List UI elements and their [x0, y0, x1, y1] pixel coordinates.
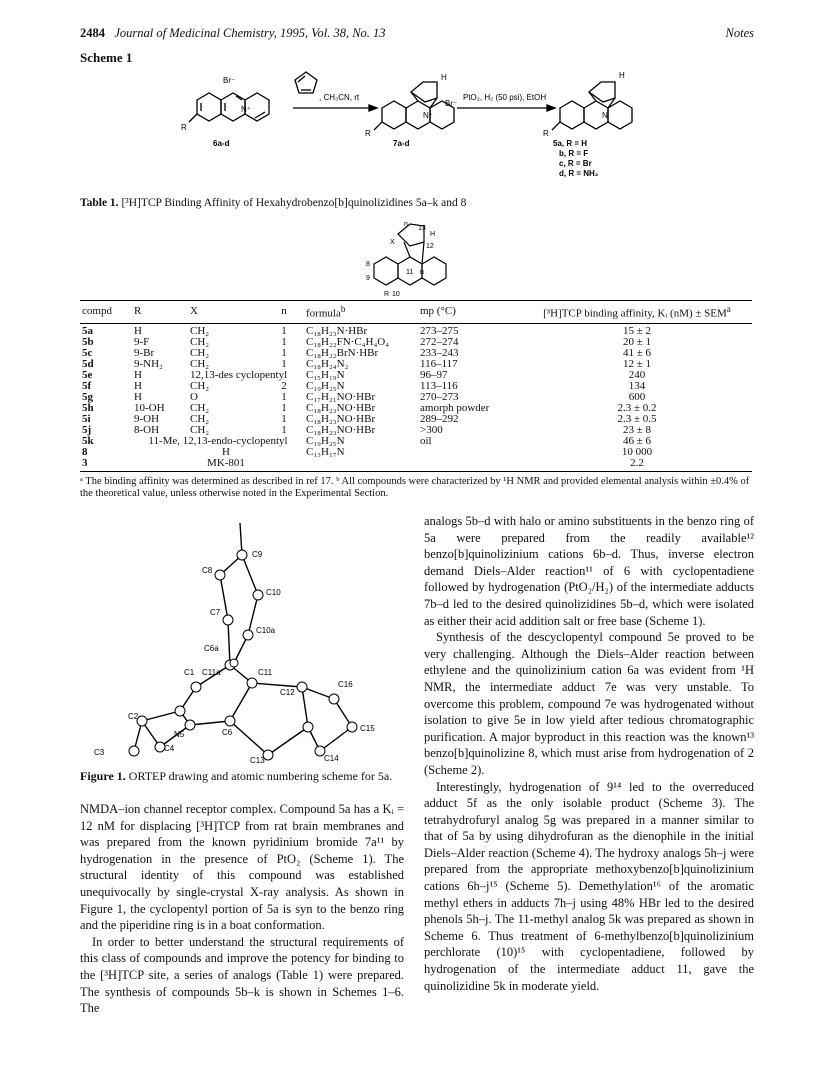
- cell-r: H: [134, 324, 142, 337]
- table-row: [80, 458, 752, 472]
- running-header: [80, 26, 386, 41]
- cell-r-pad: [132, 458, 188, 472]
- cell-compd: 5k: [82, 434, 94, 447]
- cell-affinity: 46 ± 6: [622, 434, 652, 447]
- table-row: [80, 359, 752, 370]
- svg-text:C10: C10: [266, 588, 281, 597]
- cell-r: H: [222, 445, 230, 458]
- table-row: [80, 414, 752, 425]
- svg-text:C6a: C6a: [204, 644, 219, 653]
- binding-affinity-table: [80, 300, 752, 472]
- reagent-1: , CH₃CN, rt: [319, 93, 360, 102]
- cell-mp: oil: [420, 434, 432, 447]
- reagent-2: PtO₂, H₂ (50 psi), EtOH: [463, 93, 547, 102]
- cell-x: CH₂: [190, 412, 210, 425]
- cell-mp: >300: [420, 423, 443, 436]
- col-compd: compd: [80, 301, 132, 324]
- svg-text:C13: C13: [250, 756, 265, 765]
- table-row: [80, 348, 752, 359]
- label-7a-d: 7a-d: [393, 139, 410, 148]
- product-5a: 5a, R = H: [553, 139, 588, 148]
- svg-text:13: 13: [418, 225, 426, 232]
- cell-formula: C₁₉H₂₅N: [306, 379, 345, 392]
- cell-mp: [418, 458, 522, 472]
- section-label: Notes: [725, 26, 754, 40]
- left-paragraph-2: In order to better understand the structural requirements of this class of compounds and improve the potency for binding to the [³H]TCP site, a series of analogs (Table 1) were prepared. The synthesis of compounds 5b–k is shown in Schemes 1–6. The: [80, 934, 404, 1016]
- cell-n: 1: [281, 346, 287, 359]
- cell-mp: 273–275: [420, 324, 459, 337]
- cell-affinity: 20 ± 1: [622, 335, 652, 348]
- cell-formula: C₁₈H₂₃NO·HBr: [306, 423, 376, 436]
- journal-citation: Journal of Medicinal Chemistry, 1995, Vol. 38, No. 13: [114, 26, 386, 40]
- cell-x: CH₂: [190, 379, 210, 392]
- svg-text:C12: C12: [280, 688, 295, 697]
- cell-n: 1: [281, 357, 287, 370]
- cell-compd: 8: [82, 445, 88, 458]
- cell-affinity: 12 ± 1: [622, 357, 652, 370]
- right-paragraph-1: analogs 5b–d with halo or amino substituents in the benzo ring of 5a were prepared from the readily available¹² benzo[b]quinolizinium cations 6b–d. Thus, inverse electron demand Diels–Alder reaction¹¹ of 6 with cyclopentadiene followed by hydrogenation (PtO₂/H₂) of the intermediate adducts 7b–d led to the desired quinolizidines 5b–d, which were isolated as either their acid addition salt or free base (Scheme 1).: [424, 514, 754, 628]
- cell-r: 9-F: [134, 335, 150, 348]
- left-column-text: [80, 801, 404, 1017]
- svg-text:C6: C6: [222, 728, 233, 737]
- svg-text:N⁺: N⁺: [241, 105, 251, 114]
- svg-text:C4: C4: [164, 744, 175, 753]
- cell-affinity: 15 ± 2: [622, 324, 652, 337]
- cell-formula: C₁₈H₂₃NO·HBr: [306, 401, 376, 414]
- col-r: R: [132, 301, 188, 324]
- svg-text:R: R: [181, 123, 187, 132]
- cell-mp: 289–292: [420, 412, 459, 425]
- cell-r: 10-OH: [134, 401, 165, 414]
- cell-compd: 5c: [82, 346, 93, 359]
- cell-compd: 5e: [82, 368, 93, 381]
- svg-text:R: R: [543, 129, 549, 138]
- cell-compd: 5b: [82, 335, 94, 348]
- cell-affinity: 134: [628, 379, 646, 392]
- svg-text:C1: C1: [184, 668, 195, 677]
- cell-mp: amorph powder: [420, 401, 490, 414]
- cell-n: 1: [281, 324, 287, 337]
- col-n: n: [264, 301, 304, 324]
- ortep-figure: [80, 515, 404, 765]
- svg-text:C9: C9: [252, 550, 263, 559]
- cell-mp: [418, 447, 522, 458]
- cell-compd: 5h: [82, 401, 94, 414]
- cell-x: CH₂: [190, 423, 210, 436]
- svg-text:C14: C14: [324, 754, 339, 763]
- svg-text:R: R: [384, 291, 390, 298]
- svg-text:R: R: [365, 129, 371, 138]
- svg-text:C3: C3: [94, 748, 105, 757]
- table-row: [80, 337, 752, 348]
- svg-text:C2: C2: [128, 712, 139, 721]
- svg-text:N5: N5: [174, 730, 185, 739]
- svg-text:N⁺: N⁺: [423, 111, 433, 120]
- table-row: [80, 436, 752, 447]
- cell-x: CH₂: [190, 357, 210, 370]
- cell-x: 12,13-des cyclopentyl: [190, 368, 288, 381]
- table-row: [80, 392, 752, 403]
- cell-compd: 5i: [82, 412, 91, 425]
- cell-affinity: 10 000: [621, 445, 653, 458]
- svg-text:H: H: [430, 231, 436, 238]
- cell-compd: 5j: [82, 423, 92, 436]
- product-5d: d, R = NH₂: [559, 169, 599, 178]
- right-paragraph-2: Synthesis of the descyclopentyl compound 5e proved to be very challenging. Although the Diels–Alder reaction between ethylene and the quinolizinium cation 6a was evident from ¹H NMR, the intermediate adduct 7e was very unstable. To overcome this problem, compound 7e was hydrogenated without isolation to give 5e in low yield after tedious chromatographic purification. A major byproduct in this reaction was the known¹³ benzo[b]quinolizine 8, which must arise from hydrogenation of 2 (Scheme 2).: [424, 630, 754, 777]
- svg-text:C11a: C11a: [202, 668, 221, 677]
- cell-n: 1: [281, 423, 287, 436]
- svg-text:C7: C7: [210, 608, 221, 617]
- svg-text:Br⁻: Br⁻: [223, 76, 236, 85]
- cell-n: 1: [281, 412, 287, 425]
- cell-formula: C₁₈H₂₄N₂: [306, 357, 349, 370]
- cell-n: [264, 447, 304, 458]
- cell-mp: 233–243: [420, 346, 459, 359]
- cell-formula: C₁₈H₂₃NO·HBr: [306, 412, 376, 425]
- cell-formula: C₁₈H₂₃N·HBr: [306, 324, 368, 337]
- table-structure-diagram: [360, 212, 480, 298]
- cell-r: MK-801: [188, 458, 264, 472]
- cell-compd: 3: [80, 458, 132, 472]
- svg-text:9: 9: [366, 275, 370, 282]
- cell-n: 1: [281, 335, 287, 348]
- cell-affinity: 2.3 ± 0.5: [617, 412, 657, 425]
- cell-formula: C₁₃H₁₇N: [306, 445, 345, 458]
- svg-text:X: X: [390, 239, 395, 246]
- svg-text:C15: C15: [360, 724, 375, 733]
- svg-text:Br⁻: Br⁻: [445, 99, 458, 108]
- page-number: 2484: [80, 26, 105, 40]
- col-x: X: [188, 301, 264, 324]
- svg-text:n: n: [404, 221, 408, 228]
- svg-text:10: 10: [392, 291, 400, 298]
- cell-n: 2: [281, 379, 287, 392]
- cell-formula: C₁₇H₂₁NO·HBr: [306, 390, 376, 403]
- scheme-title: Scheme 1: [80, 50, 133, 65]
- cell-formula: C₁₅H₁₉N: [306, 368, 345, 381]
- svg-text:H: H: [441, 73, 447, 82]
- svg-text:N: N: [602, 111, 608, 120]
- svg-text:H: H: [619, 71, 625, 80]
- left-paragraph-1: NMDA–ion channel receptor complex. Compound 5a has a Kᵢ = 12 nM for displacing [³H]TCP from rat brain membranes and was prepared from the known pyridinium bromide 7a¹¹ by hydrogenation in the presence of PtO₂ (Scheme 1). The structural identity of this compound was established unequivocally by single-crystal X-ray analysis. As shown in Figure 1, the cyclopentyl portion of 5a is syn to the benzo ring and the piperidine ring is in a boat conformation.: [80, 802, 404, 933]
- table-row: [80, 370, 752, 381]
- svg-text:n: n: [420, 269, 424, 276]
- table-row: [80, 403, 752, 414]
- cell-compd: 5a: [82, 324, 93, 337]
- cell-compd: 5d: [82, 357, 94, 370]
- cell-r: 11-Me, 12,13-endo-cyclopentyl: [148, 434, 288, 447]
- table-row: [80, 447, 752, 458]
- product-5b: b, R = F: [559, 149, 589, 158]
- svg-text:C11: C11: [258, 668, 273, 677]
- svg-text:12: 12: [426, 243, 434, 250]
- cell-r: 9-OH: [134, 412, 160, 425]
- table-header-row: [80, 301, 752, 324]
- figure-caption: Figure 1. ORTEP drawing and atomic numbering scheme for 5a.: [80, 769, 393, 783]
- cell-compd: 5f: [82, 379, 92, 392]
- cell-x: CH₂: [190, 346, 210, 359]
- cell-mp: 113–116: [420, 379, 458, 392]
- cell-formula: C₁₈H₂₂BrN·HBr: [306, 346, 379, 359]
- cell-mp: 96–97: [420, 368, 448, 381]
- cell-mp: 272–274: [420, 335, 459, 348]
- cell-n: 1: [281, 401, 287, 414]
- cell-r: H: [134, 379, 142, 392]
- cell-r: 9-NH₂: [134, 357, 163, 370]
- cell-r: 8-OH: [134, 423, 160, 436]
- svg-text:C10a: C10a: [256, 626, 276, 635]
- product-5c: c, R = Br: [559, 159, 592, 168]
- cell-x: CH₂: [190, 335, 210, 348]
- col-affinity: [³H]TCP binding affinity, Kᵢ $(nM) \pm SEM^a$: [522, 301, 752, 324]
- label-6a-d: 6a-d: [213, 139, 230, 148]
- table-row: [80, 323, 752, 337]
- cell-x: CH₂: [190, 401, 210, 414]
- cell-r: H: [134, 368, 142, 381]
- table-footnote: ᵃ The binding affinity was determined as described in ref 17. ᵇ All compounds were characterized by ¹H NMR and provided elemental analysis within ±0.4% of the theoretical value, unless otherwise noted in the Experimental Section.: [80, 476, 750, 499]
- right-paragraph-3: Interestingly, hydrogenation of 9¹⁴ led to the overreduced adduct 5f as the only isolable product (Scheme 3). The tetrahydrofuryl analog 5g was prepared in a manner similar to that of 5a by using dihydrofuran as the dienophile in the initial Diels–Alder reaction (Scheme 4). The hydroxy analogs 5h–j were prepared from the appropriate methoxybenzo[b]quinolizinium cations 6h–j¹⁵ (Scheme 5). Demethylation¹⁶ of the aromatic methyl ethers in adducts 7h–j using 48% HBr led to the desired phenols 5h–j. The 11-methyl analog 5k was prepared as shown in Scheme 6. Thus treatment of 6-methylbenzo[b]quinolizinium perchlorate (10)¹⁵ with cyclopentadiene, followed by hydrogenation of the intermediate adduct 11, gave the quinolizidine 5k in moderate yield.: [424, 779, 754, 993]
- right-column-text: [424, 513, 754, 994]
- table-row: [80, 425, 752, 436]
- svg-text:8: 8: [366, 261, 370, 268]
- col-formula: formula$^b$: [304, 301, 418, 324]
- svg-text:C16: C16: [338, 680, 353, 689]
- cell-affinity: 23 ± 8: [622, 423, 652, 436]
- cell-formula: C₁₈H₂₂FN·C₄H₄O₄: [306, 335, 390, 348]
- cell-mp: 270–273: [420, 390, 459, 403]
- cell-formula: [304, 458, 418, 472]
- cell-n: 1: [281, 390, 287, 403]
- cell-affinity: 600: [628, 390, 646, 403]
- cell-affinity: 240: [628, 368, 646, 381]
- cell-affinity: 41 ± 6: [622, 346, 652, 359]
- cell-formula: C₁₉H₂₅N: [306, 434, 345, 447]
- cell-compd: 5g: [82, 390, 93, 403]
- svg-text:C8: C8: [202, 566, 213, 575]
- cell-mp: 116–117: [420, 357, 458, 370]
- svg-text:11: 11: [406, 269, 414, 276]
- cell-affinity: 2.3 ± 0.2: [617, 401, 657, 414]
- cell-affinity: 2.2: [522, 458, 752, 472]
- cell-r: H: [134, 390, 142, 403]
- cell-r-pad: [132, 447, 188, 458]
- cell-x: O: [190, 390, 198, 403]
- scheme-1-diagram: [175, 60, 745, 190]
- cell-n: [264, 458, 304, 472]
- cell-r: 9-Br: [134, 346, 155, 359]
- table-row: [80, 381, 752, 392]
- col-mp: mp (°C): [418, 301, 522, 324]
- table-caption: Table 1. [³H]TCP Binding Affinity of Hexahydrobenzo[b]quinolizidines 5a–k and 8: [80, 197, 467, 209]
- cell-x: CH₂: [190, 324, 210, 337]
